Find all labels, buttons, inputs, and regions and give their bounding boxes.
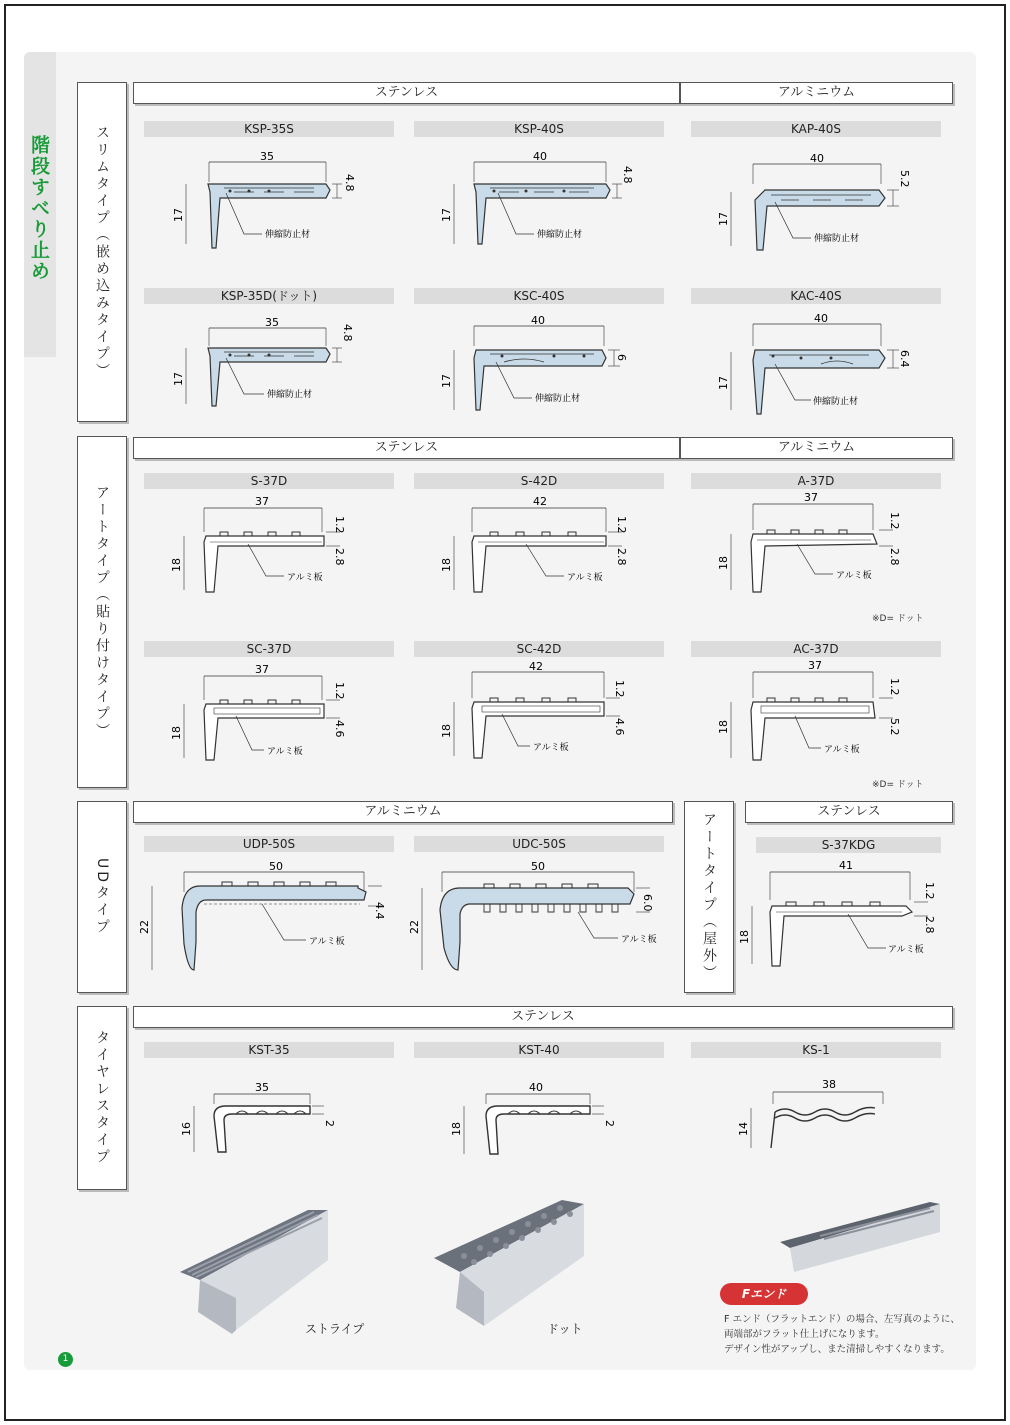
profile-diagram-udp50s: [138, 852, 394, 982]
stripe-caption: ストライプ: [305, 1322, 365, 1336]
svg-text:4.8: 4.8: [341, 324, 354, 342]
svg-text:18: 18: [170, 558, 183, 572]
svg-text:35: 35: [265, 316, 279, 329]
model-name: KAC-40S: [691, 288, 941, 304]
svg-text:17: 17: [172, 372, 185, 386]
svg-text:6.0: 6.0: [641, 894, 654, 912]
svg-text:17: 17: [717, 212, 730, 226]
profile-diagram-ksp35s: [144, 140, 394, 270]
dot-caption: ドット: [547, 1322, 583, 1336]
svg-text:1.2: 1.2: [888, 678, 901, 696]
page-number: 1: [58, 1352, 73, 1367]
svg-text:伸縮防止材: 伸縮防止材: [813, 397, 859, 407]
profile-diagram-ksp35d: [144, 306, 394, 436]
svg-text:40: 40: [533, 150, 547, 163]
svg-text:18: 18: [170, 726, 183, 740]
model-name: KST-40: [414, 1042, 664, 1058]
svg-text:2.8: 2.8: [888, 548, 901, 566]
svg-text:伸縮防止材: 伸縮防止材: [814, 234, 860, 244]
model-name: KST-35: [144, 1042, 394, 1058]
svg-text:50: 50: [269, 860, 283, 873]
profile-diagram-s42d: [414, 490, 664, 620]
svg-text:1.2: 1.2: [888, 512, 901, 530]
svg-text:18: 18: [440, 558, 453, 572]
row-label-tireless: タイヤレスタイプ: [77, 1006, 127, 1190]
svg-text:伸縮防止材: 伸縮防止材: [537, 230, 583, 240]
svg-text:アルミ板: アルミ板: [888, 945, 924, 955]
svg-text:4.6: 4.6: [333, 720, 346, 738]
svg-text:アルミ板: アルミ板: [621, 935, 657, 945]
model-name: KSP-40S: [414, 121, 664, 137]
svg-text:37: 37: [255, 663, 269, 676]
row-label-art: アートタイプ（貼り付けタイプ）: [77, 436, 127, 788]
profile-diagram-ac37d: [691, 658, 941, 788]
svg-text:アルミ板: アルミ板: [287, 573, 323, 583]
profile-diagram-ks1: [691, 1060, 941, 1170]
note-dot: ※D= ドット: [872, 780, 924, 790]
svg-text:18: 18: [717, 556, 730, 570]
svg-text:アルミ板: アルミ板: [533, 743, 569, 753]
svg-text:18: 18: [440, 724, 453, 738]
callout: 伸縮防止材: [265, 230, 311, 240]
fend-product-photo: [780, 1202, 940, 1272]
svg-text:4.4: 4.4: [373, 902, 386, 920]
model-name: S-42D: [414, 473, 664, 489]
svg-text:1.2: 1.2: [613, 680, 626, 698]
svg-text:42: 42: [533, 495, 547, 508]
svg-text:2.8: 2.8: [333, 548, 346, 566]
svg-text:アルミ板: アルミ板: [567, 573, 603, 583]
profile-diagram-sc37d: [144, 658, 394, 788]
model-name: SC-37D: [144, 641, 394, 657]
header-stainless: ステンレス: [133, 437, 680, 459]
svg-text:16: 16: [180, 1122, 193, 1136]
model-name: UDP-50S: [144, 836, 394, 852]
svg-text:2: 2: [323, 1120, 336, 1127]
svg-text:38: 38: [822, 1078, 836, 1091]
model-name: A-37D: [691, 473, 941, 489]
svg-text:アルミ板: アルミ板: [267, 747, 303, 757]
model-name: SC-42D: [414, 641, 664, 657]
profile-diagram-a37d: [691, 490, 941, 620]
profile-diagram-kac40s: [691, 306, 941, 436]
model-name: KSP-35S: [144, 121, 394, 137]
svg-text:5.2: 5.2: [888, 718, 901, 736]
header-aluminium: アルミニウム: [680, 82, 953, 104]
model-name: S-37KDG: [756, 837, 941, 853]
svg-text:アルミ板: アルミ板: [824, 745, 860, 755]
model-name: UDC-50S: [414, 836, 664, 852]
svg-text:5.2: 5.2: [898, 170, 911, 188]
svg-text:1.2: 1.2: [615, 516, 628, 534]
svg-text:4.8: 4.8: [621, 166, 634, 184]
svg-text:40: 40: [814, 312, 828, 325]
svg-text:40: 40: [529, 1081, 543, 1094]
dim-thickness: 4.8: [343, 174, 356, 192]
row-label-art-outdoor: アートタイプ（屋外）: [684, 801, 734, 993]
profile-diagram-kst40: [414, 1060, 664, 1170]
row-label-ud: UDタイプ: [77, 801, 127, 993]
svg-text:41: 41: [839, 859, 853, 872]
header-aluminium: アルミニウム: [133, 801, 673, 823]
svg-text:22: 22: [138, 920, 151, 934]
model-name: S-37D: [144, 473, 394, 489]
svg-text:22: 22: [408, 920, 421, 934]
profile-diagram-kap40s: [691, 140, 941, 270]
svg-text:35: 35: [255, 1081, 269, 1094]
svg-text:37: 37: [255, 495, 269, 508]
fend-badge: Fエンド: [720, 1283, 808, 1305]
svg-text:アルミ板: アルミ板: [309, 937, 345, 947]
profile-diagram-ksc40s: [414, 306, 664, 436]
svg-text:37: 37: [808, 659, 822, 672]
svg-text:1.2: 1.2: [923, 882, 936, 900]
fend-description: F エンド（フラットエンド）の場合、左写真のように、 両端部がフラット仕上げになります。 デザイン性がアップし、また清掃しやすくなります。: [724, 1314, 960, 1355]
svg-text:40: 40: [810, 152, 824, 165]
svg-text:6: 6: [615, 354, 628, 361]
svg-text:50: 50: [531, 860, 545, 873]
header-aluminium: アルミニウム: [680, 437, 953, 459]
svg-text:2.8: 2.8: [615, 548, 628, 566]
svg-text:18: 18: [450, 1122, 463, 1136]
svg-text:1.2: 1.2: [333, 682, 346, 700]
model-name: AC-37D: [691, 641, 941, 657]
row-label-slim: スリムタイプ（嵌め込みタイプ）: [77, 82, 127, 422]
svg-text:2: 2: [603, 1120, 616, 1127]
svg-text:伸縮防止材: 伸縮防止材: [535, 394, 581, 404]
svg-text:1.2: 1.2: [333, 516, 346, 534]
svg-text:17: 17: [440, 374, 453, 388]
dim-height: 17: [172, 208, 185, 222]
dim-width: 35: [260, 150, 274, 163]
model-name: KAP-40S: [691, 121, 941, 137]
svg-text:4.6: 4.6: [613, 718, 626, 736]
svg-text:2.8: 2.8: [923, 916, 936, 934]
svg-text:18: 18: [738, 930, 751, 944]
profile-diagram-udc50s: [408, 852, 664, 982]
profile-diagram-ksp40s: [414, 140, 664, 270]
profile-diagram-s37d: [144, 490, 394, 620]
profile-diagram-kst35: [144, 1060, 394, 1170]
header-stainless: ステンレス: [133, 82, 680, 104]
svg-text:40: 40: [531, 314, 545, 327]
header-stainless: ステンレス: [745, 801, 953, 823]
header-stainless: ステンレス: [133, 1006, 953, 1028]
svg-text:17: 17: [717, 376, 730, 390]
svg-text:伸縮防止材: 伸縮防止材: [267, 390, 313, 400]
model-name: KS-1: [691, 1042, 941, 1058]
profile-diagram-sc42d: [414, 658, 664, 788]
dot-product-photo: [434, 1200, 584, 1328]
page-title: 階段すべり止め: [28, 135, 50, 282]
svg-text:6.4: 6.4: [898, 350, 911, 368]
svg-text:14: 14: [737, 1122, 750, 1136]
svg-text:アルミ板: アルミ板: [836, 571, 872, 581]
svg-text:18: 18: [717, 720, 730, 734]
svg-text:17: 17: [440, 208, 453, 222]
svg-text:37: 37: [804, 491, 818, 504]
model-name: KSC-40S: [414, 288, 664, 304]
stripe-product-photo: [180, 1210, 330, 1335]
note-dot: ※D= ドット: [872, 614, 924, 624]
profile-diagram-s37kdg: [730, 854, 950, 984]
model-name: KSP-35D(ドット): [144, 288, 394, 304]
svg-text:42: 42: [529, 660, 543, 673]
